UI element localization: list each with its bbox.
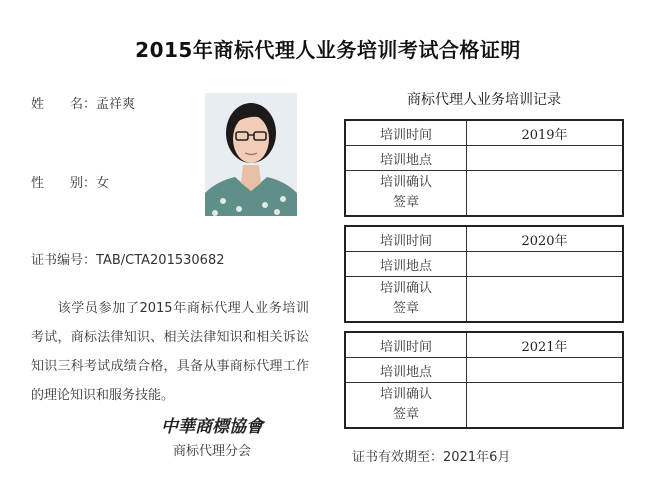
training-year: 2021年 bbox=[467, 332, 624, 358]
training-time-label: 培训时间 bbox=[345, 226, 467, 252]
training-confirm-label: 培训确认 签章 bbox=[345, 171, 467, 217]
training-place-value bbox=[467, 146, 624, 171]
training-confirm-value bbox=[467, 277, 624, 323]
statement-text: 该学员参加了2015年商标代理人业务培训考试，商标法律知识、相关法律知识和相关诉讼知识三科考试成绩合格，具备从事商标代理工作的理论知识和服务技能。 bbox=[31, 301, 309, 403]
training-confirm-value bbox=[467, 171, 624, 217]
training-place-value bbox=[467, 252, 624, 277]
training-confirm-value bbox=[467, 383, 624, 429]
training-record-2020 bbox=[344, 225, 624, 323]
training-year: 2020年 bbox=[467, 226, 624, 252]
training-record-2021 bbox=[344, 331, 624, 429]
name-field bbox=[31, 93, 135, 112]
training-confirm-label: 培训确认 签章 bbox=[345, 277, 467, 323]
certificate-number-value: TAB/CTA201530682 bbox=[96, 253, 225, 268]
training-year: 2019年 bbox=[467, 120, 624, 146]
issuer-branch: 商标代理分会 bbox=[172, 444, 251, 459]
certificate-title: 2015年商标代理人业务培训考试合格证明 bbox=[135, 38, 521, 62]
gender-value: 女 bbox=[96, 176, 110, 191]
statement-paragraph bbox=[31, 294, 309, 410]
certificate-number-label: 证书编号： bbox=[31, 253, 97, 268]
gender-field bbox=[31, 172, 109, 191]
training-place-label: 培训地点 bbox=[345, 252, 467, 277]
name-label: 姓 名： bbox=[31, 97, 97, 112]
name-value: 孟祥爽 bbox=[96, 97, 136, 112]
gender-label: 性 别： bbox=[31, 176, 97, 191]
association-seal-text: 中華商標協會 bbox=[161, 417, 263, 437]
training-time-label: 培训时间 bbox=[345, 120, 467, 146]
training-record-2019 bbox=[344, 119, 624, 217]
training-place-label: 培训地点 bbox=[345, 358, 467, 383]
id-photo bbox=[205, 93, 297, 216]
training-time-label: 培训时间 bbox=[345, 332, 467, 358]
training-confirm-label: 培训确认 签章 bbox=[345, 383, 467, 429]
validity-date: 证书有效期至：2021年6月 bbox=[352, 450, 511, 465]
training-place-value bbox=[467, 358, 624, 383]
certificate-number-field bbox=[31, 249, 224, 268]
training-record-title: 商标代理人业务培训记录 bbox=[407, 92, 561, 108]
training-place-label: 培训地点 bbox=[345, 146, 467, 171]
